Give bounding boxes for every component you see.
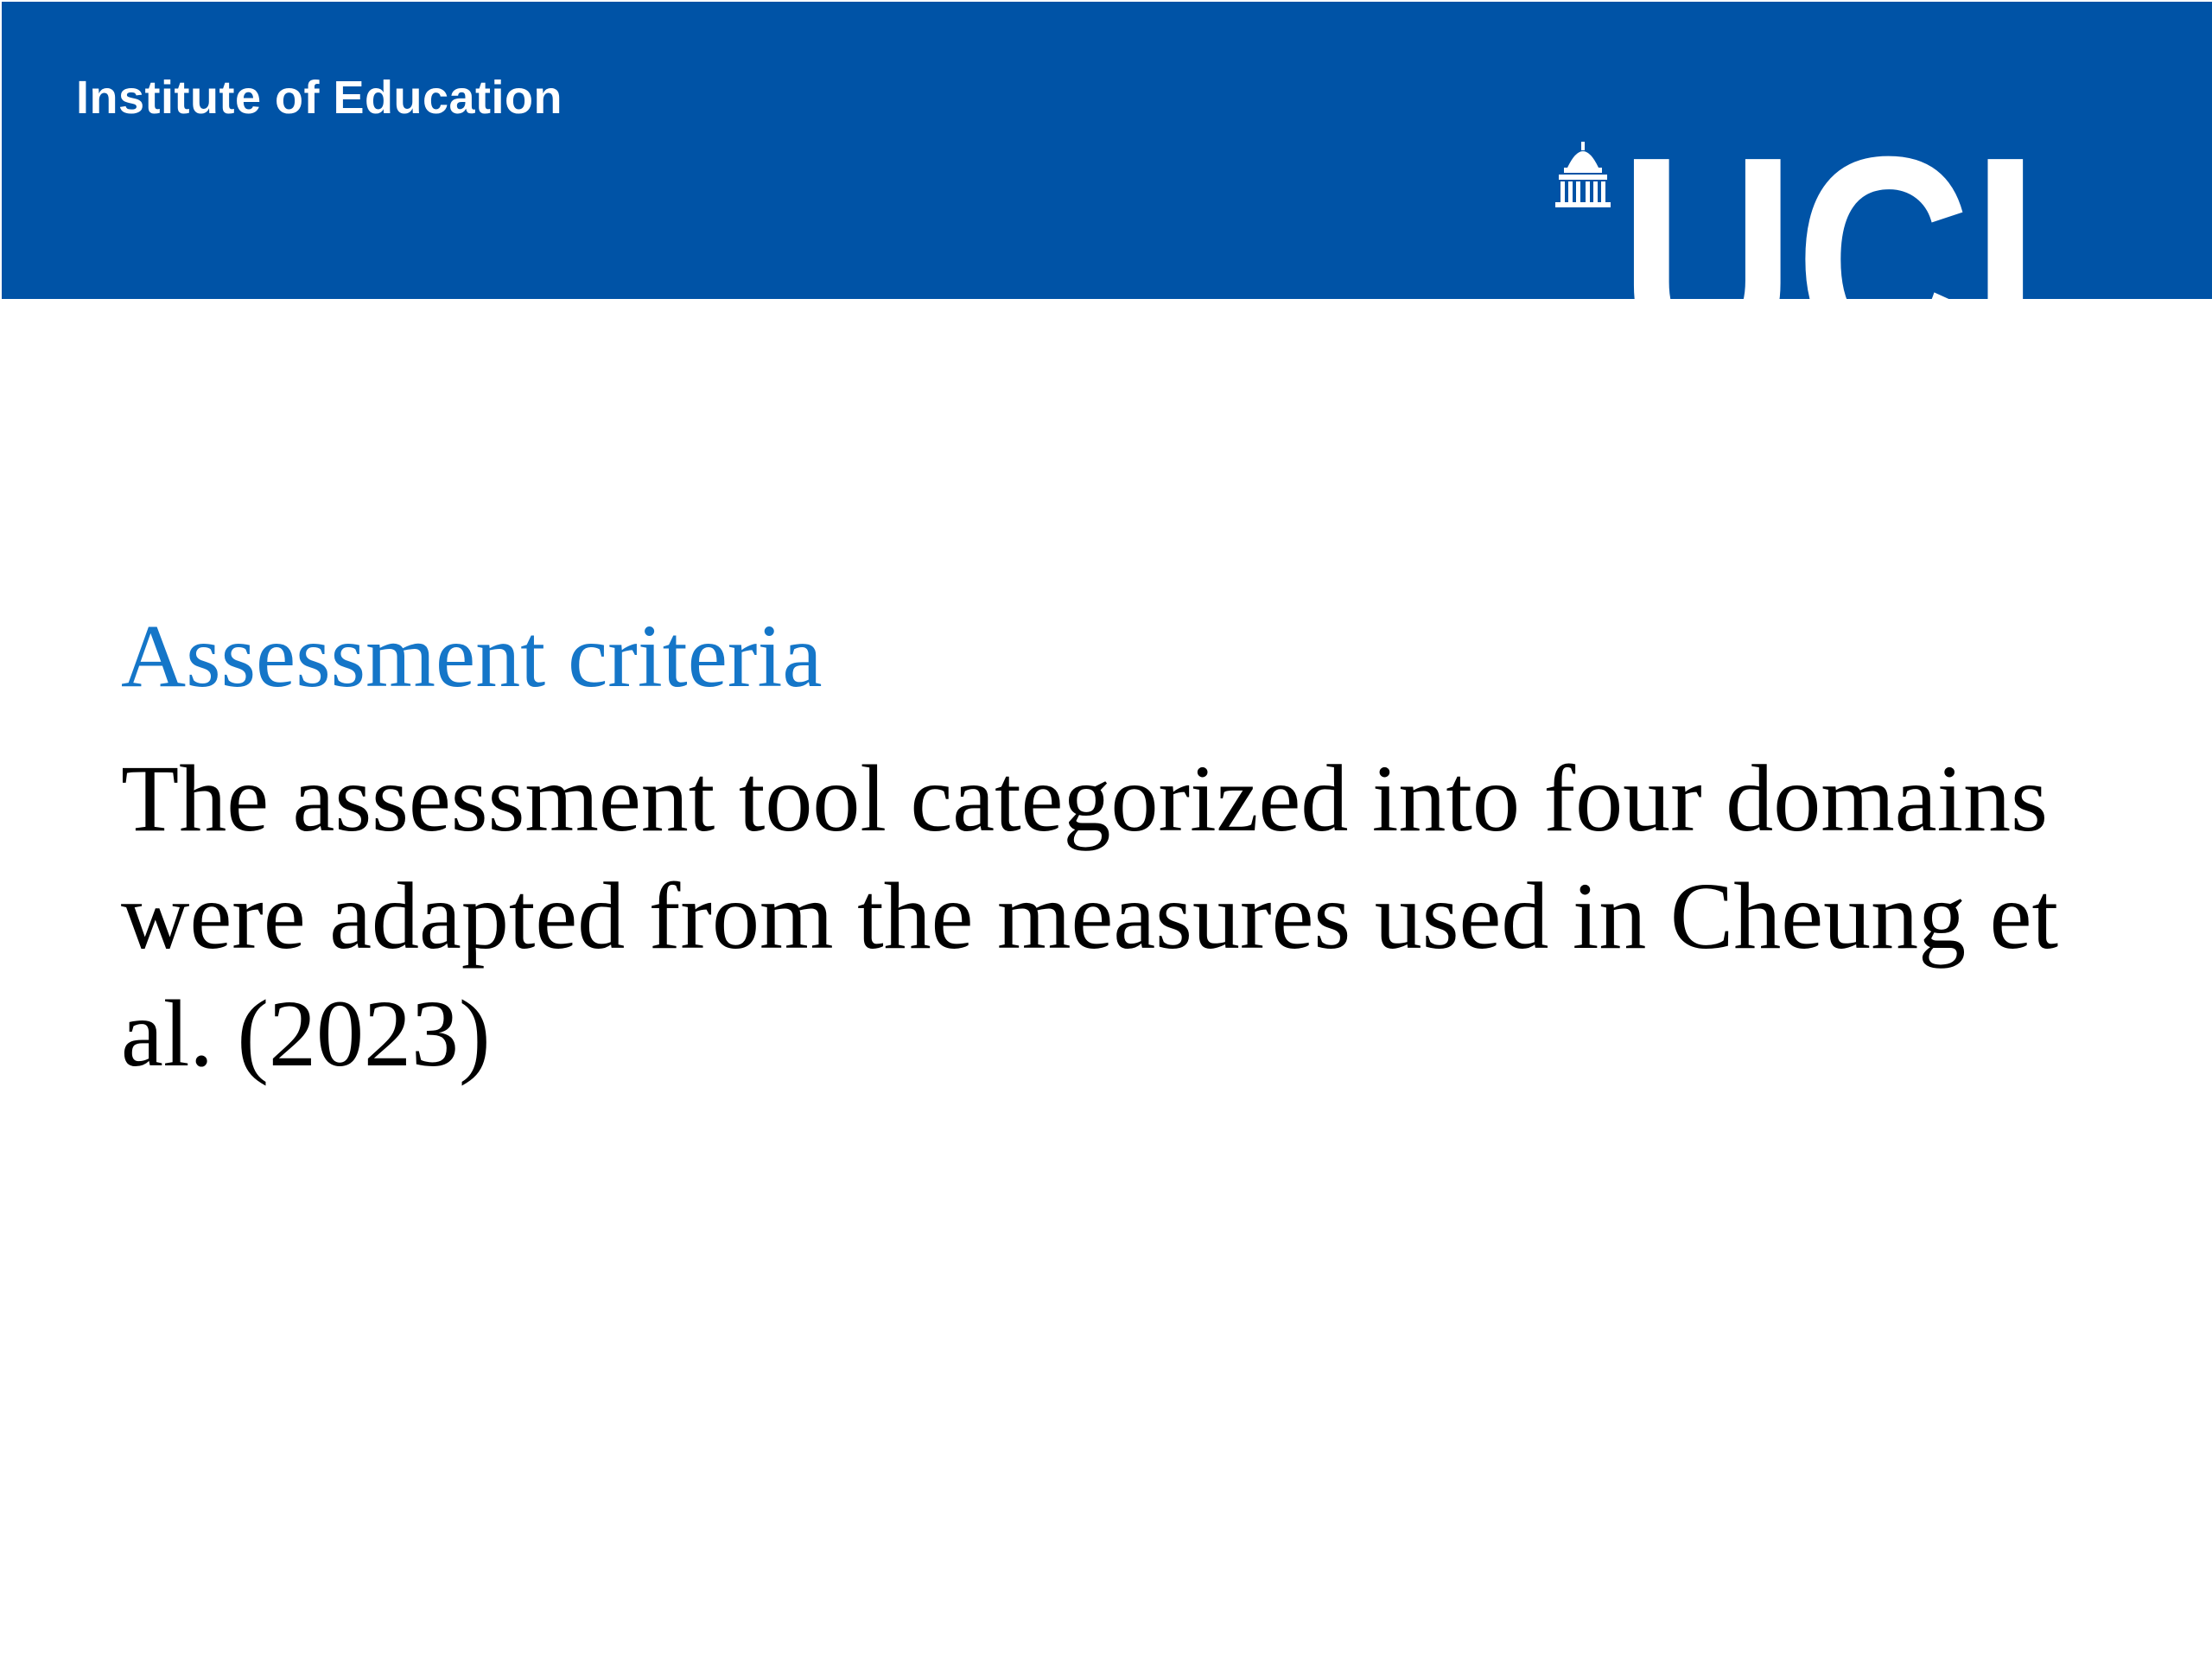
body-paragraph: The assessment tool categorized into four domains were adapted from the measures used in Cheung et al. (2023)	[121, 746, 2059, 1086]
ucl-wordmark: UCL	[1619, 96, 2120, 424]
portico-dome-icon	[1555, 142, 1611, 207]
content-area	[121, 605, 2108, 1092]
ucl-logo	[1547, 96, 2134, 424]
section-title: Assessment criteria	[121, 607, 823, 706]
institute-name: Institute of Education	[76, 72, 563, 124]
